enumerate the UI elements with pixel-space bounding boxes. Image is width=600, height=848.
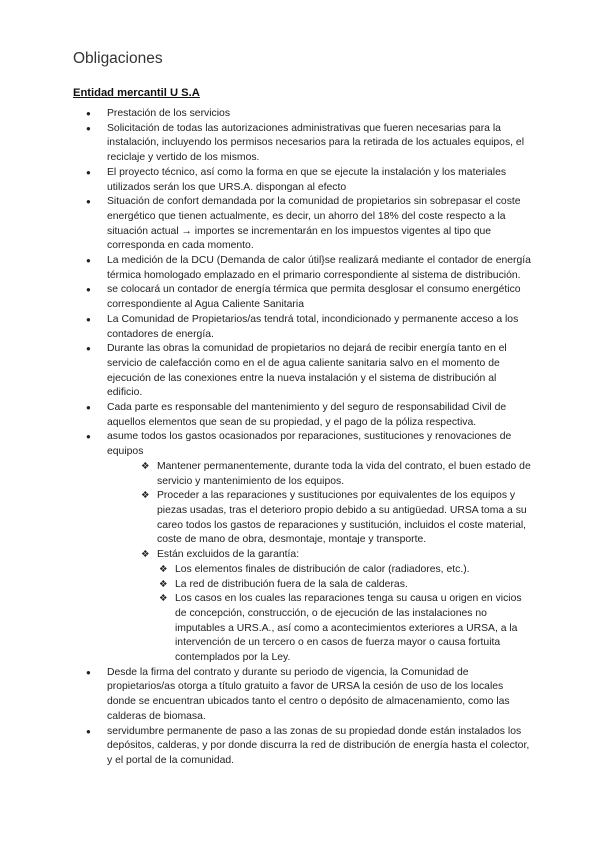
diamond-bullet-icon: ❖ — [159, 593, 168, 605]
bullet-icon: ● — [86, 256, 91, 266]
list-item — [73, 122, 533, 166]
exclusion-item — [157, 592, 533, 666]
list-item-text: servidumbre permanente de paso a las zonas de su propiedad donde están instalados los depósitos, calderas, y por donde discurra la red de distribución de energía hasta el colector, y el portal de la comunidad. — [107, 725, 530, 766]
list-item-text: Durante las obras la comunidad de propietarios no dejará de recibir energía tanto en el servicio de calefacción como en el de agua caliente sanitaria salvo en el momento de ejecución de las conexiones entre la nueva instalación y el sistema de distribución al edificio. — [107, 343, 507, 399]
exclusion-item-text: La red de distribución fuera de la sala de calderas. — [175, 578, 408, 590]
list-item-text: La Comunidad de Propietarios/as tendrá total, incondicionado y permanente acceso a los contadores de energía. — [107, 313, 519, 340]
list-item — [73, 401, 533, 430]
bullet-icon: ● — [86, 403, 91, 413]
bullet-icon: ● — [86, 197, 91, 207]
list-item — [73, 195, 533, 254]
exclusion-item — [157, 563, 533, 578]
bullet-icon: ● — [86, 432, 91, 442]
sub-list-item-text: Proceder a las reparaciones y sustituciones por equivalentes de los equipos y piezas usadas, tras el deterioro propio debido a su antigüedad. URSA toma a su careo todos los gastos de reparaciones y sustitución, incluidos el coste material, coste de mano de obra, desmontaje, montaje y transporte. — [157, 490, 527, 546]
list-item-text: Solicitación de todas las autorizaciones administrativas que fueren necesarias para la instalación, incluyendo los permisos necesarios para la retirada de los actuales equipos, el reciclaje y vertido de los mismos. — [107, 122, 525, 164]
bullet-icon: ● — [86, 167, 91, 177]
diamond-bullet-icon: ❖ — [141, 490, 150, 502]
list-item — [73, 283, 533, 312]
exclusions-list — [157, 563, 533, 666]
diamond-bullet-icon: ❖ — [159, 578, 168, 590]
obligations-list — [73, 107, 533, 769]
exclusion-item — [157, 578, 533, 593]
list-item — [73, 725, 533, 769]
bullet-icon: ● — [86, 109, 91, 118]
bullet-icon: ● — [86, 726, 91, 736]
list-item-text: asume todos los gastos ocasionados por reparaciones, sustituciones y renovaciones de equipos — [107, 431, 512, 458]
list-item — [73, 430, 533, 665]
list-item-text: Prestación de los servicios — [107, 108, 231, 119]
exclusion-item-text: Los casos en los cuales las reparaciones tenga su causa u origen en vicios de concepción, construcción, o de ejecución de las instalaciones no imputables a URS.A., así como a acontecimientos exteriores a URSA, a la intervención de un tercero o en casos de fuerza mayor o causa fortuita contemplados por la Ley. — [175, 593, 522, 664]
list-item — [73, 313, 533, 342]
exclusion-item-text: Los elementos finales de distribución de calor (radiadores, etc.). — [175, 563, 470, 575]
list-item — [73, 107, 533, 122]
bullet-icon: ● — [86, 285, 91, 295]
diamond-bullet-icon: ❖ — [141, 460, 150, 472]
list-item-text: El proyecto técnico, así como la forma en que se ejecute la instalación y los materiales utilizados serán los que URS.A. dispongan al efecto — [107, 166, 507, 193]
bullet-icon: ● — [86, 667, 91, 677]
bullet-icon: ● — [86, 344, 91, 354]
bullet-icon: ● — [86, 314, 91, 324]
sub-list-item — [107, 548, 533, 666]
page-title: Obligaciones — [73, 50, 163, 67]
bullet-icon: ● — [86, 123, 91, 133]
section-heading: Entidad mercantil U S.A — [73, 87, 200, 99]
list-item — [73, 254, 533, 283]
diamond-bullet-icon: ❖ — [141, 549, 150, 561]
list-item — [73, 166, 533, 195]
list-item-text: La medición de la DCU (Demanda de calor útil}se realizará mediante el contador de energía térmica homologado emplazado en el primario correspondiente al sistema de distribución. — [107, 255, 531, 281]
list-item — [73, 342, 533, 401]
diamond-bullet-icon: ❖ — [159, 563, 168, 575]
sub-list-item-text: Están excluidos de la garantía: — [157, 549, 300, 561]
sub-list-item — [107, 489, 533, 548]
list-item-text: se colocará un contador de energía térmica que permita desglosar el consumo energético correspondiente al Agua Caliente Sanitaria — [107, 284, 521, 311]
sub-list — [107, 460, 533, 666]
list-item — [73, 666, 533, 725]
sub-list-item — [107, 460, 533, 489]
sub-list-item-text: Mantener permanentemente, durante toda la vida del contrato, el buen estado de servicio y mantenimiento de los equipos. — [157, 460, 531, 487]
list-item-text: Situación de confort demandada por la comunidad de propietarios sin sobrepasar el coste energético que tienen actualmente, es decir, un ahorro del 18% del coste respecto a la situación actual → importes se incrementarán en los impuestos vigentes al tipo que corresponda en cada momento. — [107, 196, 521, 252]
list-item-text: Desde la firma del contrato y durante su periodo de vigencia, la Comunidad de propietarios/as otorga a título gratuito a favor de URSA la cesión de uso de los locales donde se encuentran ubicados tanto el centro o depósito de almacenamiento, como las calderas de biomasa. — [107, 666, 510, 722]
list-item-text: Cada parte es responsable del mantenimiento y del seguro de responsabilidad Civil de aquellos elementos que sean de su propiedad, y el pago de la póliza respectiva. — [107, 402, 507, 428]
